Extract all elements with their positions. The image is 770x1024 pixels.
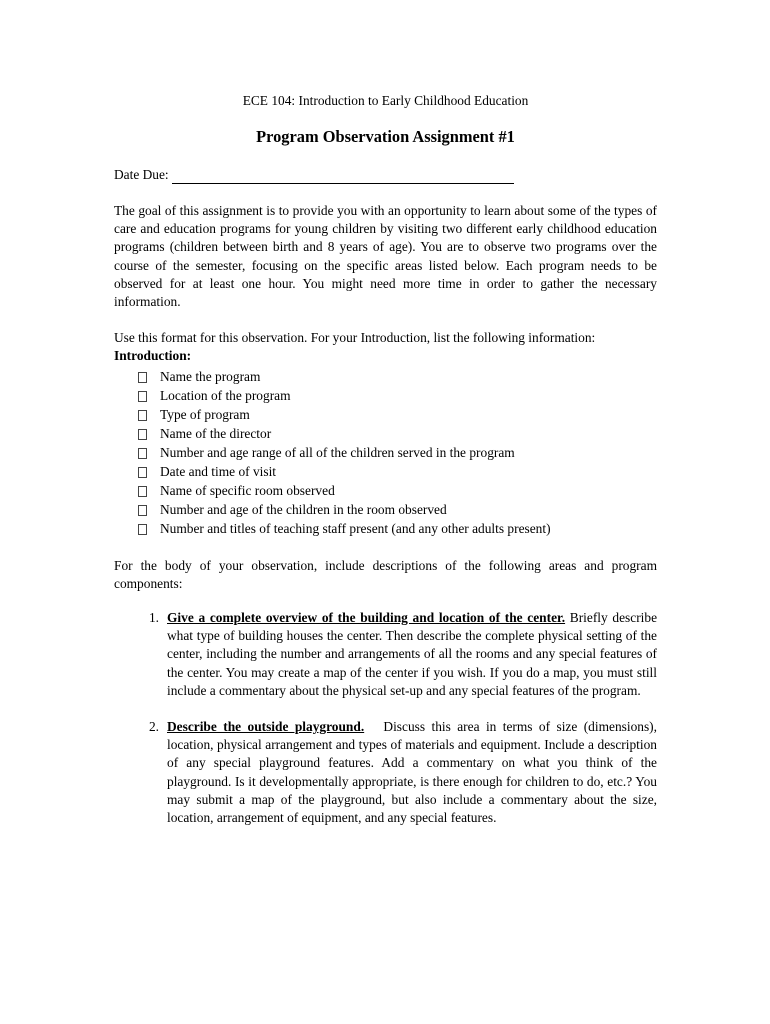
checkbox-bullet-icon (138, 391, 147, 402)
checkbox-bullet-icon (138, 486, 147, 497)
item-heading: Describe the outside playground. (167, 719, 365, 735)
course-title: ECE 104: Introduction to Early Childhood Education (242, 93, 529, 108)
checkbox-bullet-icon (138, 410, 147, 421)
item-heading: Give a complete overview of the building and location of the center. (167, 610, 566, 626)
list-item (114, 718, 657, 827)
checkbox-bullet-icon (138, 467, 147, 478)
list-item: Name of the director (114, 425, 657, 444)
introduction-heading: Introduction: (114, 348, 192, 364)
checkbox-bullet-icon (138, 524, 147, 535)
list-item: Location of the program (114, 387, 657, 406)
date-due-line (114, 166, 657, 184)
date-due-label: Date Due: (114, 166, 169, 182)
item-body (167, 609, 657, 700)
format-paragraph: Use this format for this observation. For your Introduction, list the following information: (114, 330, 596, 346)
date-due-blank (172, 169, 514, 184)
item-number: 1. (148, 610, 159, 626)
item-body (167, 718, 657, 827)
list-item: Name the program (114, 368, 657, 387)
list-item: Name of specific room observed (114, 482, 657, 501)
item-description: Discuss this area in terms of size (dimensions), location, physical arrangement and types of materials and equipment. Include a description of any special playground features. Add a commentary on what you think of the playground. Is it developmentally appropriate, is there enough for children to do, etc.? You may submit a map of the playground, but also include a commentary about the size, location, arrangement of equipment, and any special features. (167, 719, 657, 826)
list-item: Number and age of the children in the room observed (114, 501, 657, 520)
list-item: Date and time of visit (114, 463, 657, 482)
goal-paragraph: The goal of this assignment is to provide you with an opportunity to learn about some of the types of care and education programs for young children by visiting two different early childhood education programs (children between birth and 8 years of age). You are to observe two programs over the course of the semester, focusing on the specific areas listed below. Each program needs to be observed for at least one hour. You might need more time in order to gather the necessary information. (114, 203, 657, 310)
list-item: Number and titles of teaching staff present (and any other adults present) (114, 520, 657, 539)
introduction-list (114, 368, 657, 539)
checkbox-bullet-icon (138, 429, 147, 440)
item-number: 2. (148, 719, 159, 735)
checkbox-bullet-icon (138, 448, 147, 459)
checkbox-bullet-icon (138, 372, 147, 383)
checkbox-bullet-icon (138, 505, 147, 516)
document-page (114, 92, 657, 845)
list-item: Type of program (114, 406, 657, 425)
body-intro-paragraph: For the body of your observation, include descriptions of the following areas and program components: (114, 557, 657, 591)
list-item (114, 609, 657, 700)
body-components-list (114, 609, 657, 827)
assignment-title: Program Observation Assignment #1 (256, 127, 515, 146)
list-item: Number and age range of all of the children served in the program (114, 444, 657, 463)
item-description: Briefly describe what type of building houses the center. Then describe the complete physical setting of the center, including the number and arrangements of all the rooms and any special features of the center. You may create a map of the center if you wish. If you do a map, you must still include a commentary about the physical set-up and any special features of the program. (167, 610, 658, 698)
